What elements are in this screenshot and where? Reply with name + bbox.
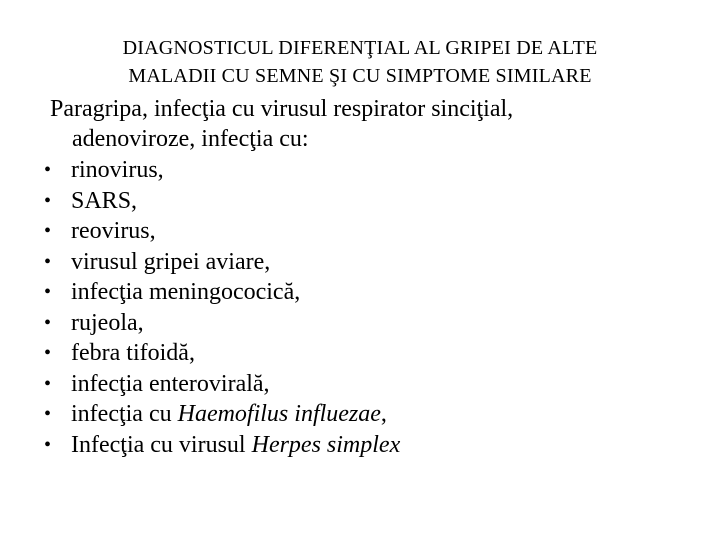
bullet-icon: • — [44, 403, 52, 425]
bullet-icon: • — [44, 342, 52, 364]
title-line-2: MALADII CU SEMNE ŞI CU SIMPTOME SIMILARE — [128, 65, 592, 87]
intro-line-2: adenoviroze, infecţia cu: — [72, 126, 309, 152]
list-item-text-suffix: , — [380, 401, 387, 427]
intro-line-1: Paragripa, infecţia cu virusul respirator sinciţial, — [50, 96, 514, 122]
bullet-icon: • — [44, 250, 52, 273]
list-item-text-prefix: infecţia cu — [71, 401, 178, 427]
bullet-icon: • — [44, 433, 52, 456]
bullet-icon: • — [44, 189, 52, 212]
slide-title — [40, 34, 680, 90]
list-item-text-prefix: Infecţia cu virusul — [71, 431, 252, 458]
title-line-1: DIAGNOSTICUL DIFERENŢIAL AL GRIPEI DE ALTE — [122, 37, 598, 59]
bullet-icon: • — [44, 220, 52, 242]
list-item-text: infecţia enterovirală, — [71, 370, 270, 397]
list-item — [40, 338, 400, 369]
list-item — [40, 369, 400, 400]
list-item-text: virusul gripei aviare, — [71, 248, 271, 275]
list-item-text: rinovirus, — [71, 157, 164, 183]
list-item-text: reovirus, — [71, 218, 156, 244]
bullet-icon: • — [44, 372, 52, 395]
pathogen-name-italic: Herpes simplex — [251, 431, 401, 458]
pathogen-name-italic: Haemofilus influezae — [177, 401, 381, 427]
bullet-icon: • — [44, 311, 52, 334]
list-item — [40, 399, 400, 430]
list-item — [40, 216, 400, 247]
list-item — [40, 186, 400, 217]
list-item-text: rujeola, — [71, 309, 144, 336]
bullet-icon: • — [44, 159, 52, 181]
intro-paragraph — [50, 94, 690, 154]
list-item — [40, 247, 400, 278]
list-item — [40, 430, 400, 461]
list-item — [40, 277, 400, 308]
list-item-text: SARS, — [71, 187, 138, 214]
list-item — [40, 308, 400, 339]
bullet-icon: • — [44, 281, 52, 303]
list-item — [40, 155, 400, 186]
list-item-text: febra tifoidă, — [71, 340, 195, 366]
differential-list — [40, 155, 400, 460]
list-item-text: infecţia meningococică, — [71, 279, 301, 305]
